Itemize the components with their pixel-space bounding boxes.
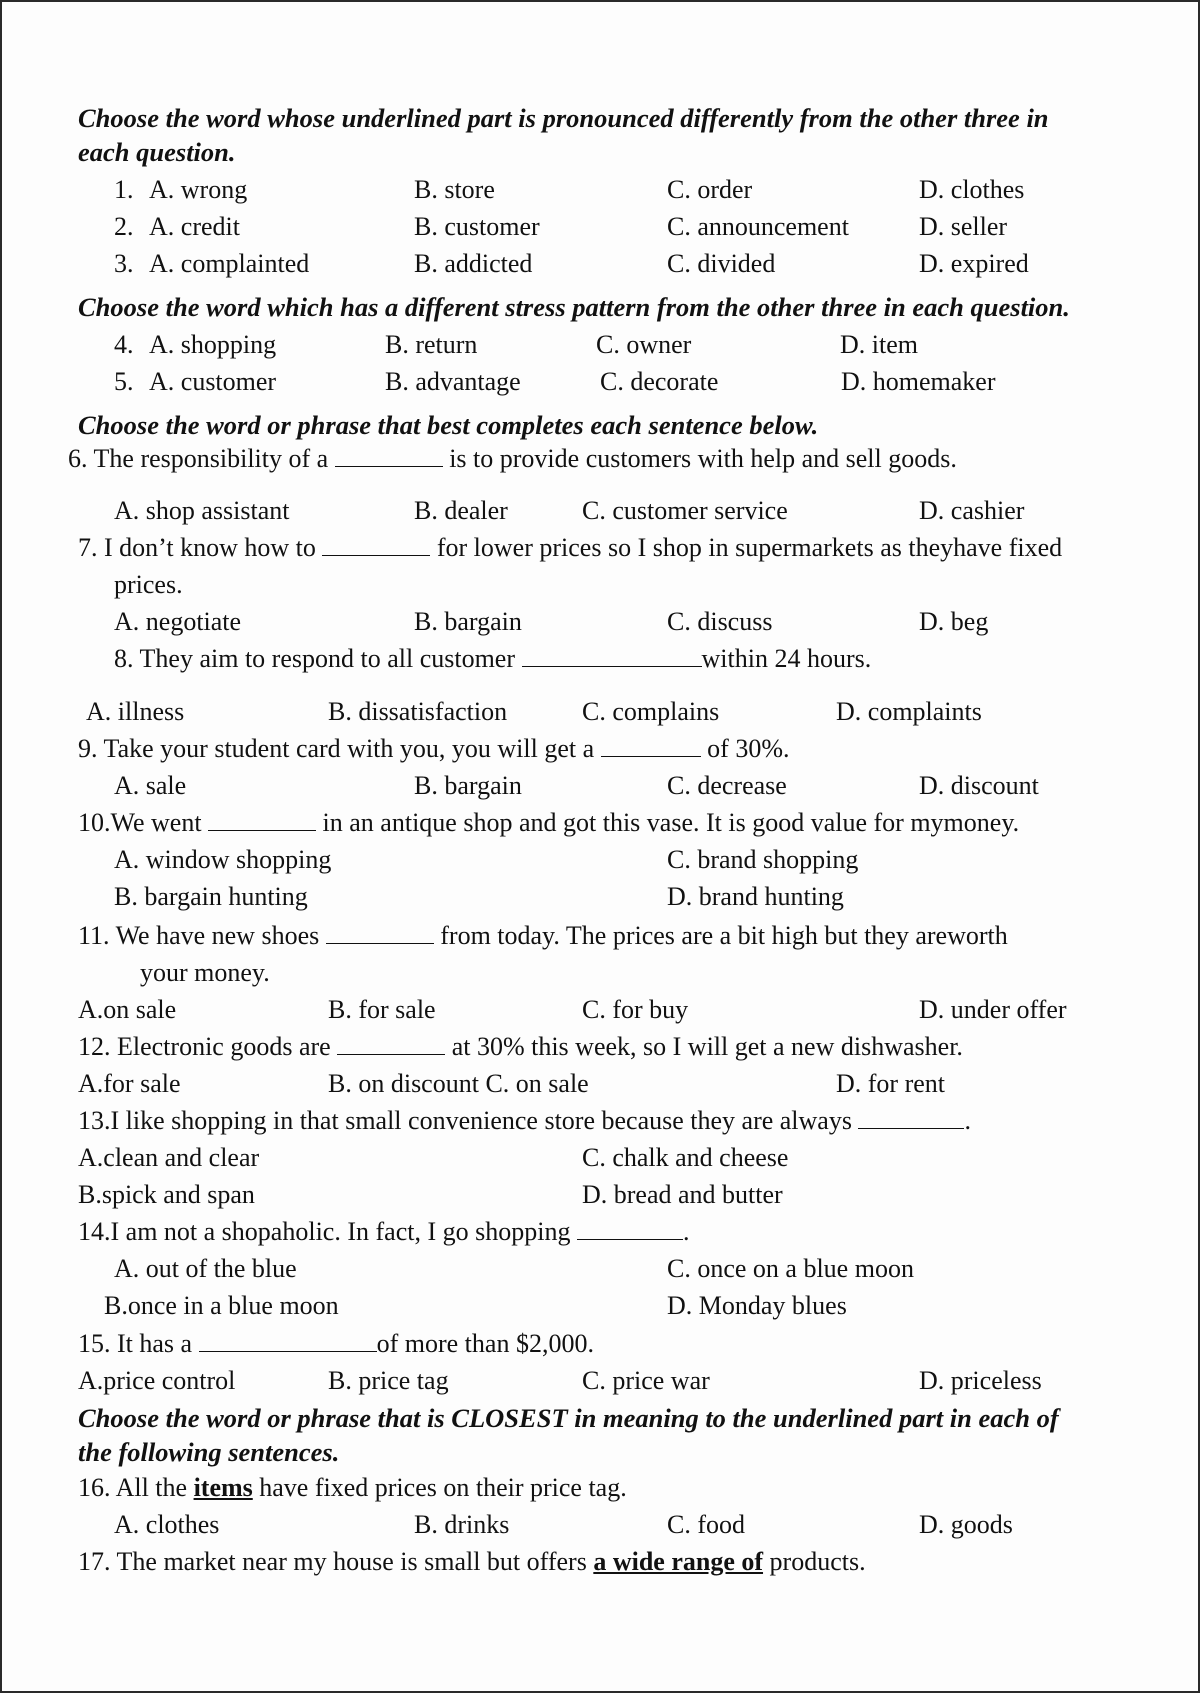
question-stem-continued: prices. (114, 570, 183, 599)
stem-text: 14.I am not a shopaholic. In fact, I go shopping (78, 1217, 571, 1246)
answer-blank (337, 1032, 445, 1055)
option-a: A.clean and clear (78, 1143, 260, 1172)
question-stem (78, 1104, 971, 1138)
stem-text: within 24 hours. (701, 644, 872, 673)
option-a: A. complainted (149, 249, 310, 278)
answer-blank (522, 644, 702, 667)
stem-text: 11. We have new shoes (78, 921, 320, 950)
stem-text: of more than $2,000. (376, 1329, 594, 1358)
stem-text: from today. The prices are a bit high but they areworth (440, 921, 1008, 950)
option-d: D. expired (919, 249, 1029, 278)
option-b: B. advantage (385, 367, 521, 396)
option-b-c: B. on discount C. on sale (328, 1069, 589, 1098)
option-a: A. shopping (149, 330, 277, 359)
answer-blank (199, 1329, 377, 1352)
question-number: 1. (114, 175, 134, 204)
option-a: A. credit (149, 212, 240, 241)
stem-text: in an antique shop and got this vase. It is good value for mymoney. (322, 808, 1020, 837)
option-c: C. divided (667, 249, 776, 278)
stem-text: is to provide customers with help and sell goods. (449, 444, 957, 473)
option-b: B. bargain (414, 607, 522, 636)
option-a: A.for sale (78, 1069, 181, 1098)
option-d: D. discount (919, 771, 1039, 800)
answer-blank (601, 734, 701, 757)
stem-text: 16. All the (78, 1473, 188, 1502)
option-a: A. sale (114, 771, 187, 800)
stem-text: 9. Take your student card with you, you will get a (78, 734, 595, 763)
option-a: A. out of the blue (114, 1254, 297, 1283)
answer-blank (208, 808, 316, 831)
stem-text: for lower prices so I shop in supermarkets as theyhave fixed (436, 533, 1063, 562)
option-a: A.on sale (78, 995, 177, 1024)
question-stem (78, 919, 1008, 953)
question-stem-continued: your money. (140, 958, 270, 987)
option-b: B. return (385, 330, 478, 359)
option-a: A.price control (78, 1366, 236, 1395)
stem-text: of 30%. (707, 734, 790, 763)
section-heading: Choose the word or phrase that is CLOSEST in meaning to the underlined part in each of (78, 1403, 1059, 1433)
stem-text: . (682, 1217, 690, 1246)
option-b: B. addicted (414, 249, 533, 278)
question-stem (78, 1030, 963, 1064)
option-b: B. store (414, 175, 495, 204)
answer-blank (858, 1106, 964, 1129)
option-c: C. discuss (667, 607, 773, 636)
option-a: A. window shopping (114, 845, 332, 874)
section-heading: Choose the word or phrase that best completes each sentence below. (78, 410, 819, 440)
option-c: C. brand shopping (667, 845, 859, 874)
option-b: B. customer (414, 212, 540, 241)
question-stem (68, 442, 957, 476)
stem-text: 15. It has a (78, 1329, 193, 1358)
option-b: B. drinks (414, 1510, 510, 1539)
underlined-word: items (193, 1473, 253, 1502)
answer-blank (577, 1217, 683, 1240)
option-a: A. illness (86, 697, 185, 726)
option-c: C. owner (596, 330, 692, 359)
option-d: D. brand hunting (667, 882, 844, 911)
option-b: B.once in a blue moon (104, 1291, 339, 1320)
option-d: D. homemaker (841, 367, 996, 396)
stem-text: at 30% this week, so I will get a new dishwasher. (451, 1032, 963, 1061)
question-stem (78, 1327, 594, 1361)
option-c: C. customer service (582, 496, 788, 525)
option-d: D. for rent (836, 1069, 946, 1098)
option-c: C. decrease (667, 771, 787, 800)
option-c: C. decorate (600, 367, 719, 396)
option-b: B. bargain hunting (114, 882, 308, 911)
stem-text: . (964, 1106, 971, 1135)
option-a: A. clothes (114, 1510, 220, 1539)
option-d: D. clothes (919, 175, 1025, 204)
stem-text: have fixed prices on their price tag. (259, 1473, 627, 1502)
option-a: A. negotiate (114, 607, 242, 636)
answer-blank (322, 533, 430, 556)
option-b: B. bargain (414, 771, 522, 800)
option-b: B.spick and span (78, 1180, 255, 1209)
stem-text: 10.We went (78, 808, 202, 837)
option-d: D. goods (919, 1510, 1013, 1539)
option-d: D. bread and butter (582, 1180, 783, 1209)
question-number: 3. (114, 249, 134, 278)
option-c: C. food (667, 1510, 745, 1539)
question-stem (78, 1215, 689, 1249)
question-stem (78, 732, 789, 766)
stem-text: 8. They aim to respond to all customer (114, 644, 515, 673)
option-d: D. beg (919, 607, 989, 636)
question-stem (78, 1471, 627, 1505)
option-b: B. for sale (328, 995, 436, 1024)
stem-text: 6. The responsibility of a (68, 444, 329, 473)
answer-blank (326, 921, 434, 944)
option-d: D. cashier (919, 496, 1025, 525)
question-number: 2. (114, 212, 134, 241)
option-c: C. once on a blue moon (667, 1254, 914, 1283)
stem-text: 12. Electronic goods are (78, 1032, 331, 1061)
question-number: 4. (114, 330, 134, 359)
option-c: C. for buy (582, 995, 689, 1024)
section-heading: the following sentences. (78, 1437, 340, 1467)
question-stem (78, 806, 1019, 840)
section-heading: Choose the word whose underlined part is pronounced differently from the other three in (78, 103, 1049, 133)
option-d: D. seller (919, 212, 1008, 241)
question-number: 5. (114, 367, 134, 396)
question-stem (78, 1545, 866, 1579)
option-d: D. complaints (836, 697, 982, 726)
section-heading: each question. (78, 137, 236, 167)
underlined-phrase: a wide range of (593, 1547, 764, 1576)
option-d: D. priceless (919, 1366, 1042, 1395)
question-stem (114, 642, 871, 676)
option-c: C. chalk and cheese (582, 1143, 789, 1172)
section-heading: Choose the word which has a different stress pattern from the other three in each question. (78, 292, 1070, 322)
question-stem (78, 531, 1062, 565)
option-b: B. price tag (328, 1366, 449, 1395)
stem-text: products. (769, 1547, 866, 1576)
answer-blank (335, 444, 443, 467)
option-c: C. announcement (667, 212, 849, 241)
option-a: A. wrong (149, 175, 248, 204)
option-b: B. dealer (414, 496, 508, 525)
option-c: C. complains (582, 697, 720, 726)
option-c: C. order (667, 175, 753, 204)
option-b: B. dissatisfaction (328, 697, 508, 726)
stem-text: 17. The market near my house is small but offers (78, 1547, 587, 1576)
stem-text: 13.I like shopping in that small convenience store because they are always (78, 1106, 852, 1135)
option-c: C. price war (582, 1366, 710, 1395)
option-a: A. shop assistant (114, 496, 290, 525)
option-d: D. under offer (919, 995, 1067, 1024)
option-d: D. Monday blues (667, 1291, 847, 1320)
option-a: A. customer (149, 367, 277, 396)
option-d: D. item (840, 330, 918, 359)
stem-text: 7. I don’t know how to (78, 533, 316, 562)
